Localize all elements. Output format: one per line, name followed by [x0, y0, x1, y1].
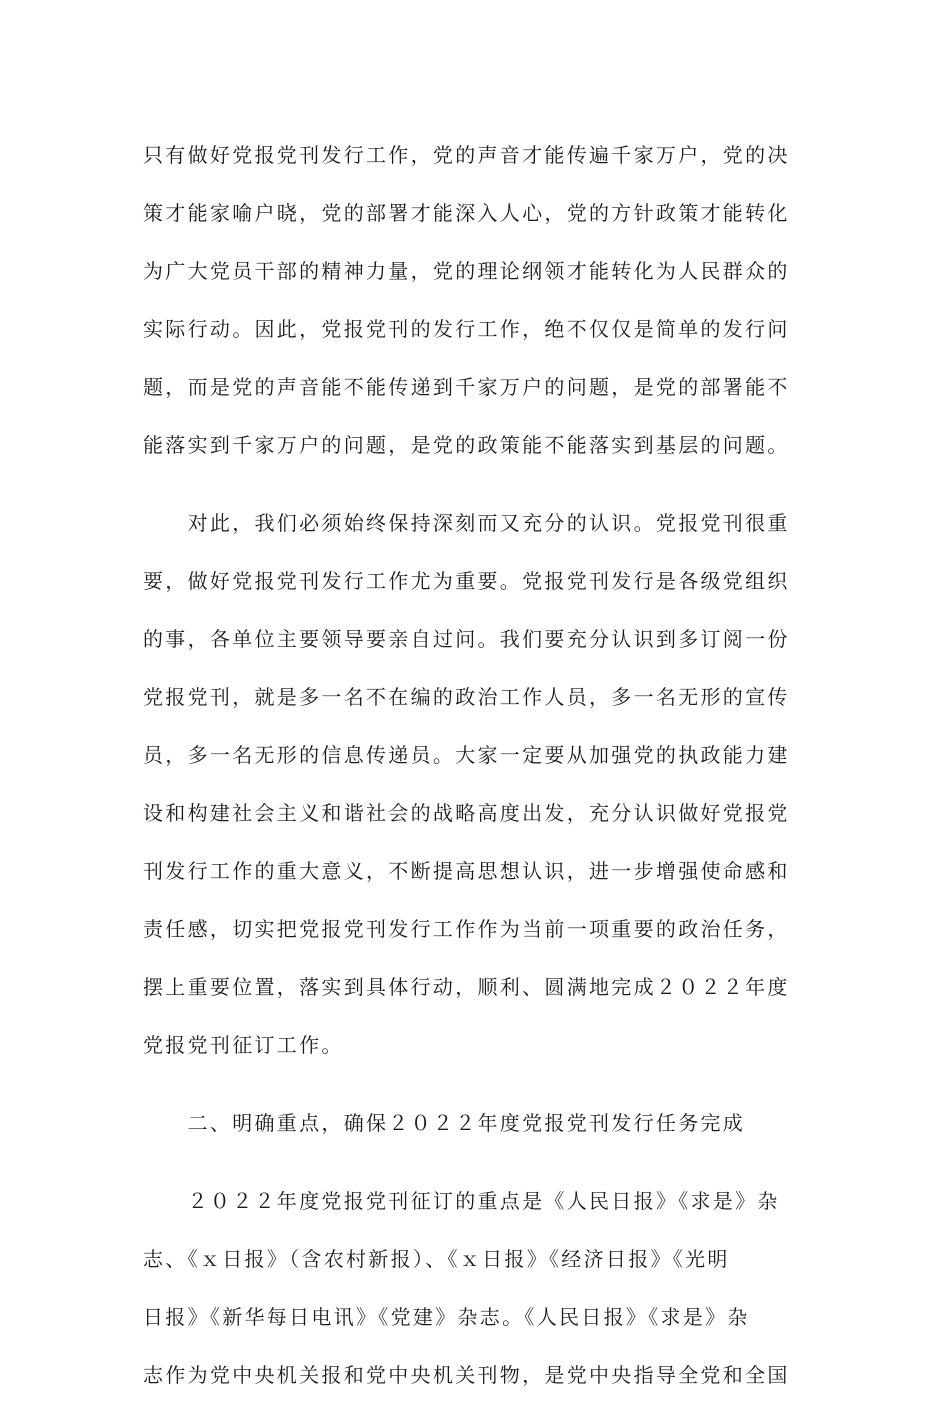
text-line: 员，多一名无形的信息传递员。大家一定要从加强党的执政能力建 [143, 743, 790, 767]
text-line: 责任感，切实把党报党刊发行工作作为当前一项重要的政治任务， [143, 917, 790, 941]
text-line: 日报》《新华每日电讯》《党建》杂志。《人民日报》《求是》杂 [143, 1305, 750, 1329]
text-line: 志、《ｘ日报》（含农村新报）、《ｘ日报》《经济日报》《光明 [143, 1247, 730, 1271]
paragraph-spacer [143, 1074, 815, 1094]
section-heading: 二、明确重点，确保２０２２年度党报党刊发行任务完成 [143, 1111, 746, 1135]
text-line: 为广大党员干部的精神力量，党的理论纲领才能转化为人民群众的 [143, 259, 790, 283]
paragraph [143, 494, 815, 1074]
document-body [143, 126, 815, 1404]
text-line: 对此，我们必须始终保持深刻而又充分的认识。党报党刊很重 [143, 511, 790, 535]
text-line: 策才能家喻户晓，党的部署才能深入人心，党的方针政策才能转化 [143, 201, 790, 225]
text-line: 只有做好党报党刊发行工作，党的声音才能传遍千家万户，党的决 [143, 143, 790, 167]
text-line: 设和构建社会主义和谐社会的战略高度出发，充分认识做好党报党 [143, 801, 790, 825]
paragraph [143, 1172, 815, 1404]
text-line: 志作为党中央机关报和党中央机关刊物，是党中央指导全党和全国 [143, 1363, 790, 1387]
text-line: 党报党刊，就是多一名不在编的政治工作人员，多一名无形的宣传 [143, 685, 790, 709]
paragraph-spacer [143, 474, 815, 494]
text-line: 摆上重要位置，落实到具体行动，顺利、圆满地完成２０２２年度 [143, 975, 790, 999]
text-line: 能落实到千家万户的问题，是党的政策能不能落实到基层的问题。 [143, 433, 790, 457]
text-line: 要，做好党报党刊发行工作尤为重要。党报党刊发行是各级党组织 [143, 569, 790, 593]
text-line: 的事，各单位主要领导要亲自过问。我们要充分认识到多订阅一份 [143, 627, 790, 651]
text-line: 题，而是党的声音能不能传递到千家万户的问题，是党的部署能不 [143, 375, 790, 399]
paragraph [143, 126, 815, 474]
text-line: 党报党刊征订工作。 [143, 1033, 344, 1057]
text-line: ２０２２年度党报党刊征订的重点是《人民日报》《求是》杂 [143, 1189, 780, 1213]
paragraph-spacer [143, 1152, 815, 1172]
text-line: 实际行动。因此，党报党刊的发行工作，绝不仅仅是简单的发行问 [143, 317, 790, 341]
text-line: 刊发行工作的重大意义，不断提高思想认识，进一步增强使命感和 [143, 859, 790, 883]
